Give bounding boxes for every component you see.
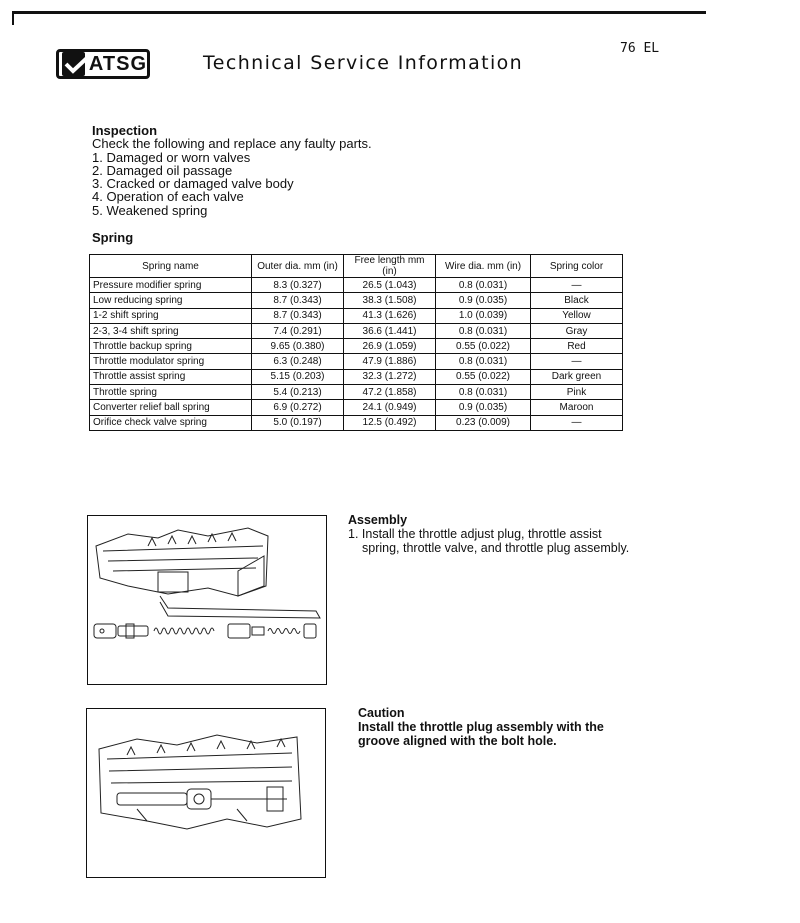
column-header: Spring name — [90, 255, 252, 278]
assembly-section — [348, 513, 638, 555]
assembly-step: 1. Install the throttle adjust plug, throttle assist spring, throttle valve, and throttle plug assembly. — [348, 527, 630, 555]
table-cell: Red — [531, 339, 623, 354]
table-cell: 5.15 (0.203) — [252, 369, 344, 384]
table-cell: — — [531, 415, 623, 430]
table-row — [90, 369, 623, 384]
table-cell: 2-3, 3-4 shift spring — [90, 323, 252, 338]
column-header: Outer dia. mm (in) — [252, 255, 344, 278]
table-cell: 8.3 (0.327) — [252, 278, 344, 293]
table-cell: 9.65 (0.380) — [252, 339, 344, 354]
valve-body-assembly-figure — [87, 515, 327, 685]
table-cell: 1-2 shift spring — [90, 308, 252, 323]
table-cell: 26.9 (1.059) — [344, 339, 436, 354]
table-cell: 12.5 (0.492) — [344, 415, 436, 430]
top-rule — [12, 11, 706, 14]
table-cell: 0.23 (0.009) — [436, 415, 531, 430]
table-cell: Gray — [531, 323, 623, 338]
table-cell: 8.7 (0.343) — [252, 308, 344, 323]
table-cell: Throttle modulator spring — [90, 354, 252, 369]
table-cell: Throttle backup spring — [90, 339, 252, 354]
table-cell: Low reducing spring — [90, 293, 252, 308]
column-header: Free length mm (in) — [344, 255, 436, 278]
table-cell: 47.9 (1.886) — [344, 354, 436, 369]
inspection-section — [92, 124, 372, 217]
inspection-item: 3. Cracked or damaged valve body — [92, 176, 294, 192]
table-cell: Maroon — [531, 400, 623, 415]
column-header: Spring color — [531, 255, 623, 278]
table-cell: Dark green — [531, 369, 623, 384]
table-cell: 41.3 (1.626) — [344, 308, 436, 323]
table-cell: 6.9 (0.272) — [252, 400, 344, 415]
table-cell: 0.8 (0.031) — [436, 385, 531, 400]
table-cell: Black — [531, 293, 623, 308]
table-cell: — — [531, 354, 623, 369]
table-cell: Converter relief ball spring — [90, 400, 252, 415]
inspection-heading: Inspection — [92, 123, 158, 138]
table-header-row — [90, 255, 623, 278]
table-row — [90, 323, 623, 338]
table-cell: 0.8 (0.031) — [436, 354, 531, 369]
table-cell: 0.8 (0.031) — [436, 278, 531, 293]
table-cell: 8.7 (0.343) — [252, 293, 344, 308]
table-cell: Orifice check valve spring — [90, 415, 252, 430]
inspection-item: 4. Operation of each valve — [92, 189, 244, 205]
table-cell: Throttle spring — [90, 385, 252, 400]
table-cell: 24.1 (0.949) — [344, 400, 436, 415]
atsg-logo — [56, 49, 150, 79]
table-row — [90, 293, 623, 308]
table-cell: 1.0 (0.039) — [436, 308, 531, 323]
table-row — [90, 400, 623, 415]
column-header: Wire dia. mm (in) — [436, 255, 531, 278]
table-row — [90, 308, 623, 323]
table-cell: 32.3 (1.272) — [344, 369, 436, 384]
spring-heading: Spring — [92, 230, 134, 245]
table-row — [90, 278, 623, 293]
table-cell: 47.2 (1.858) — [344, 385, 436, 400]
table-cell: Pressure modifier spring — [90, 278, 252, 293]
inspection-intro: Check the following and replace any faulty parts. — [92, 136, 372, 152]
table-cell: Pink — [531, 385, 623, 400]
table-cell: 7.4 (0.291) — [252, 323, 344, 338]
assembly-heading: Assembly — [348, 513, 408, 527]
table-cell: 0.8 (0.031) — [436, 323, 531, 338]
page-title: Technical Service Information — [203, 52, 524, 74]
caution-heading: Caution — [358, 706, 405, 720]
spring-table — [89, 254, 623, 431]
table-cell: 0.9 (0.035) — [436, 293, 531, 308]
table-cell: Throttle assist spring — [90, 369, 252, 384]
table-cell: 0.55 (0.022) — [436, 339, 531, 354]
table-cell: Yellow — [531, 308, 623, 323]
table-cell: 6.3 (0.248) — [252, 354, 344, 369]
page-reference: 76 EL — [620, 41, 660, 56]
corner-rule — [12, 11, 14, 25]
table-cell: 36.6 (1.441) — [344, 323, 436, 338]
table-row — [90, 385, 623, 400]
table-cell: — — [531, 278, 623, 293]
table-row — [90, 415, 623, 430]
table-cell: 38.3 (1.508) — [344, 293, 436, 308]
inspection-item: 2. Damaged oil passage — [92, 162, 233, 178]
caution-section — [358, 706, 638, 748]
table-cell: 26.5 (1.043) — [344, 278, 436, 293]
inspection-item: 1. Damaged or worn valves — [92, 149, 251, 165]
table-cell: 0.55 (0.022) — [436, 369, 531, 384]
table-row — [90, 339, 623, 354]
checkmark-icon — [62, 52, 85, 76]
table-row — [90, 354, 623, 369]
caution-text: Install the throttle plug assembly with the groove aligned with the bolt hole. — [358, 720, 604, 748]
throttle-plug-figure — [86, 708, 326, 878]
inspection-item: 5. Weakened spring — [92, 202, 208, 218]
table-cell: 5.4 (0.213) — [252, 385, 344, 400]
logo-text: ATSG — [88, 52, 147, 75]
table-cell: 5.0 (0.197) — [252, 415, 344, 430]
table-cell: 0.9 (0.035) — [436, 400, 531, 415]
